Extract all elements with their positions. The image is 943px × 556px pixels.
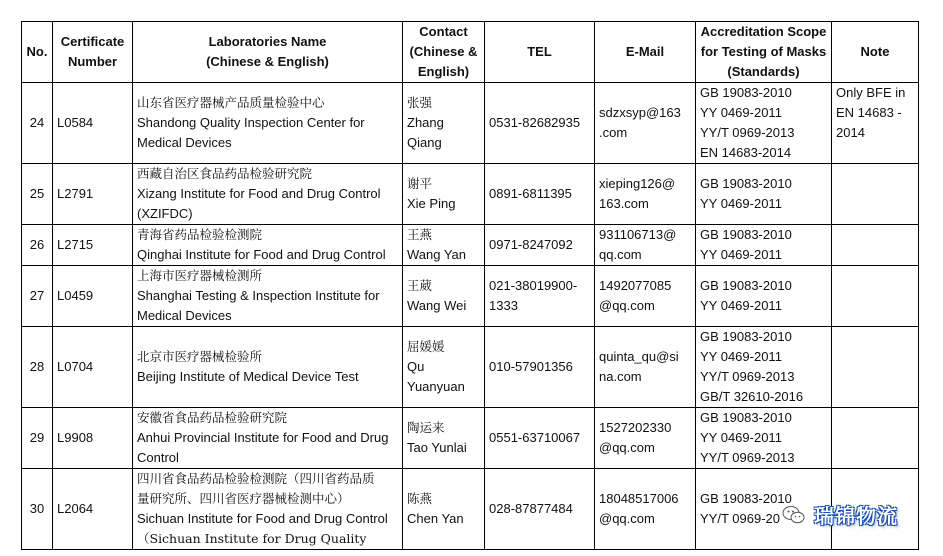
cell-contact-line: Xie Ping <box>407 196 456 211</box>
cell-email-line: sdzxsyp@163 <box>599 105 681 120</box>
cell-email-line: 931106713@ <box>599 227 677 242</box>
header-note: Note <box>832 22 919 83</box>
cell-scope-line: YY 0469-2011 <box>700 196 782 211</box>
cell-scope-line: GB 19083-2010 <box>700 278 792 293</box>
cell-email <box>595 83 696 164</box>
cell-lab-name-line: 四川省食品药品检验检测院（四川省药品质 <box>137 471 375 486</box>
cell-lab-name-line: Xizang Institute for Food and Drug Control <box>137 186 381 201</box>
header-scope: Accreditation Scope for Testing of Masks (Standards) <box>696 22 832 83</box>
cell-contact <box>403 408 485 469</box>
cell-note <box>832 83 919 164</box>
cell-certificate: L9908 <box>53 408 133 469</box>
cell-scope <box>696 408 832 469</box>
cell-contact-line: Wang Yan <box>407 247 467 262</box>
cell-note-line: Only BFE in <box>836 85 906 100</box>
cell-contact <box>403 327 485 408</box>
cell-email <box>595 164 696 225</box>
cell-scope-line: YY/T 0969-2013 <box>700 125 795 140</box>
cell-lab-name <box>133 164 403 225</box>
cell-scope-line: EN 14683-2014 <box>700 145 792 160</box>
cell-tel-line: 010-57901356 <box>489 359 573 374</box>
cell-tel <box>485 164 595 225</box>
cell-lab-name-line: Qinghai Institute for Food and Drug Control <box>137 247 386 262</box>
cell-note <box>832 164 919 225</box>
cell-scope-line: YY 0469-2011 <box>700 105 782 120</box>
cell-note <box>832 225 919 266</box>
cell-email <box>595 266 696 327</box>
cell-note <box>832 266 919 327</box>
cell-scope-line: GB 19083-2010 <box>700 410 792 425</box>
cell-no: 25 <box>22 164 53 225</box>
cell-lab-name-line: 北京市医疗器械检验所 <box>137 349 263 364</box>
cell-lab-name-line: Shandong Quality Inspection Center for <box>137 115 365 130</box>
table-row <box>22 266 919 327</box>
cell-no: 24 <box>22 83 53 164</box>
cell-lab-name-line: Medical Devices <box>137 308 232 323</box>
cell-contact-line: Yuanyuan <box>407 379 465 394</box>
cell-tel-line: 021-38019900- <box>489 278 578 293</box>
cell-contact-line: 张强 <box>407 95 433 110</box>
cell-tel <box>485 408 595 469</box>
cell-contact <box>403 164 485 225</box>
cell-lab-name <box>133 469 403 550</box>
cell-contact <box>403 83 485 164</box>
cell-note-line: 2014 <box>836 125 865 140</box>
cell-email <box>595 327 696 408</box>
cell-lab-name-line: 山东省医疗器械产品质量检验中心 <box>137 95 325 110</box>
cell-scope-line: GB 19083-2010 <box>700 176 792 191</box>
cell-scope <box>696 83 832 164</box>
cell-email-line: @qq.com <box>599 440 655 455</box>
cell-certificate: L2715 <box>53 225 133 266</box>
cell-note <box>832 408 919 469</box>
cell-email-line: @qq.com <box>599 511 655 526</box>
cell-note <box>832 327 919 408</box>
cell-tel-line: 0531-82682935 <box>489 115 581 130</box>
cell-tel-line: 1333 <box>489 298 518 313</box>
table-row <box>22 164 919 225</box>
cell-email <box>595 469 696 550</box>
header-lab-name: Laboratories Name (Chinese & English) <box>133 22 403 83</box>
cell-tel <box>485 225 595 266</box>
cell-email-line: xieping126@ <box>599 176 676 191</box>
cell-email-line: 1492077085 <box>599 278 672 293</box>
cell-scope-line: YY/T 0969-2013 <box>700 450 795 465</box>
cell-lab-name-line: Control <box>137 450 179 465</box>
cell-contact-line: Wang Wei <box>407 298 467 313</box>
cell-no: 27 <box>22 266 53 327</box>
cell-email-line: 163.com <box>599 196 649 211</box>
cell-contact-line: 谢平 <box>407 176 433 191</box>
cell-scope <box>696 327 832 408</box>
cell-scope-line: YY 0469-2011 <box>700 430 782 445</box>
cell-tel-line: 0891-6811395 <box>489 186 572 201</box>
cell-contact <box>403 225 485 266</box>
cell-tel <box>485 83 595 164</box>
laboratory-table <box>21 21 919 550</box>
cell-no: 26 <box>22 225 53 266</box>
cell-lab-name-line: 量研究所、四川省医疗器械检测中心） <box>137 491 350 506</box>
cell-tel <box>485 469 595 550</box>
table-row <box>22 225 919 266</box>
cell-lab-name-line: Shanghai Testing & Inspection Institute for <box>137 288 380 303</box>
cell-email-line: 1527202330 <box>599 420 672 435</box>
table-row <box>22 408 919 469</box>
cell-lab-name-line: 上海市医疗器械检测所 <box>137 268 263 283</box>
table-row <box>22 83 919 164</box>
cell-lab-name-line: 青海省药品检验检测院 <box>137 227 263 242</box>
cell-no: 29 <box>22 408 53 469</box>
table-header-row <box>22 22 919 83</box>
cell-contact-line: 屈媛媛 <box>407 339 445 354</box>
cell-no: 28 <box>22 327 53 408</box>
cell-tel-line: 028-87877484 <box>489 501 573 516</box>
cell-email <box>595 408 696 469</box>
cell-email-line: na.com <box>599 369 642 384</box>
cell-tel-line: 0551-63710067 <box>489 430 581 445</box>
cell-lab-name <box>133 83 403 164</box>
cell-contact-line: Qu <box>407 359 425 374</box>
cell-lab-name-line: 西藏自治区食品药品检验研究院 <box>137 166 313 181</box>
cell-scope-line: GB 19083-2010 <box>700 85 792 100</box>
cell-tel-line: 0971-8247092 <box>489 237 573 252</box>
cell-email-line: qq.com <box>599 247 642 262</box>
cell-lab-name <box>133 408 403 469</box>
cell-lab-name-line: 安徽省食品药品检验研究院 <box>137 410 288 425</box>
cell-contact-line: Qiang <box>407 135 442 150</box>
cell-lab-name-line: Medical Devices <box>137 135 232 150</box>
cell-certificate: L2791 <box>53 164 133 225</box>
cell-email-line: 18048517006 <box>599 491 679 506</box>
cell-scope-line: GB 19083-2010 <box>700 329 792 344</box>
cell-contact-line: 陶运来 <box>407 420 445 435</box>
cell-scope <box>696 164 832 225</box>
cell-scope-line: GB 19083-2010 <box>700 227 792 242</box>
cell-certificate: L2064 <box>53 469 133 550</box>
cell-email-line: .com <box>599 125 628 140</box>
cell-email-line: @qq.com <box>599 298 655 313</box>
cell-scope-line: YY 0469-2011 <box>700 247 782 262</box>
cell-contact <box>403 266 485 327</box>
cell-scope <box>696 225 832 266</box>
cell-no: 30 <box>22 469 53 550</box>
cell-scope-line: YY/T 0969-2013 <box>700 369 795 384</box>
cell-tel <box>485 266 595 327</box>
cell-scope-line: GB/T 32610-2016 <box>700 389 804 404</box>
cell-note-line: EN 14683 - <box>836 105 902 120</box>
header-contact: Contact (Chinese & English) <box>403 22 485 83</box>
cell-lab-name-line: （Sichuan Institute for Drug Quality <box>137 531 367 546</box>
cell-certificate: L0704 <box>53 327 133 408</box>
cell-scope <box>696 266 832 327</box>
header-no: No. <box>22 22 53 83</box>
cell-contact-line: 王葳 <box>407 278 433 293</box>
cell-contact-line: Chen Yan <box>407 511 464 526</box>
cell-tel <box>485 327 595 408</box>
header-tel: TEL <box>485 22 595 83</box>
watermark <box>782 500 898 529</box>
cell-contact <box>403 469 485 550</box>
cell-email-line: quinta_qu@si <box>599 349 679 364</box>
cell-certificate: L0584 <box>53 83 133 164</box>
cell-email <box>595 225 696 266</box>
cell-contact-line: Tao Yunlai <box>407 440 467 455</box>
cell-lab-name-line: (XZIFDC) <box>137 206 193 221</box>
header-certificate: Certificate Number <box>53 22 133 83</box>
table-row <box>22 327 919 408</box>
cell-scope-line: YY 0469-2011 <box>700 349 782 364</box>
cell-scope-line: GB 19083-2010 <box>700 491 792 506</box>
cell-contact-line: Zhang <box>407 115 444 130</box>
cell-scope-line: YY/T 0969-20 <box>700 511 780 526</box>
cell-certificate: L0459 <box>53 266 133 327</box>
table-body <box>22 83 919 550</box>
cell-lab-name <box>133 225 403 266</box>
cell-lab-name <box>133 266 403 327</box>
cell-scope-line: YY 0469-2011 <box>700 298 782 313</box>
header-email: E-Mail <box>595 22 696 83</box>
cell-lab-name <box>133 327 403 408</box>
cell-contact-line: 陈燕 <box>407 491 433 506</box>
watermark-text: 瑞锦物流 <box>814 504 898 528</box>
wechat-icon <box>782 503 806 527</box>
cell-lab-name-line: Sichuan Institute for Food and Drug Control <box>137 511 388 526</box>
cell-lab-name-line: Beijing Institute of Medical Device Test <box>137 369 359 384</box>
cell-contact-line: 王燕 <box>407 227 433 242</box>
cell-lab-name-line: Anhui Provincial Institute for Food and Drug <box>137 430 389 445</box>
